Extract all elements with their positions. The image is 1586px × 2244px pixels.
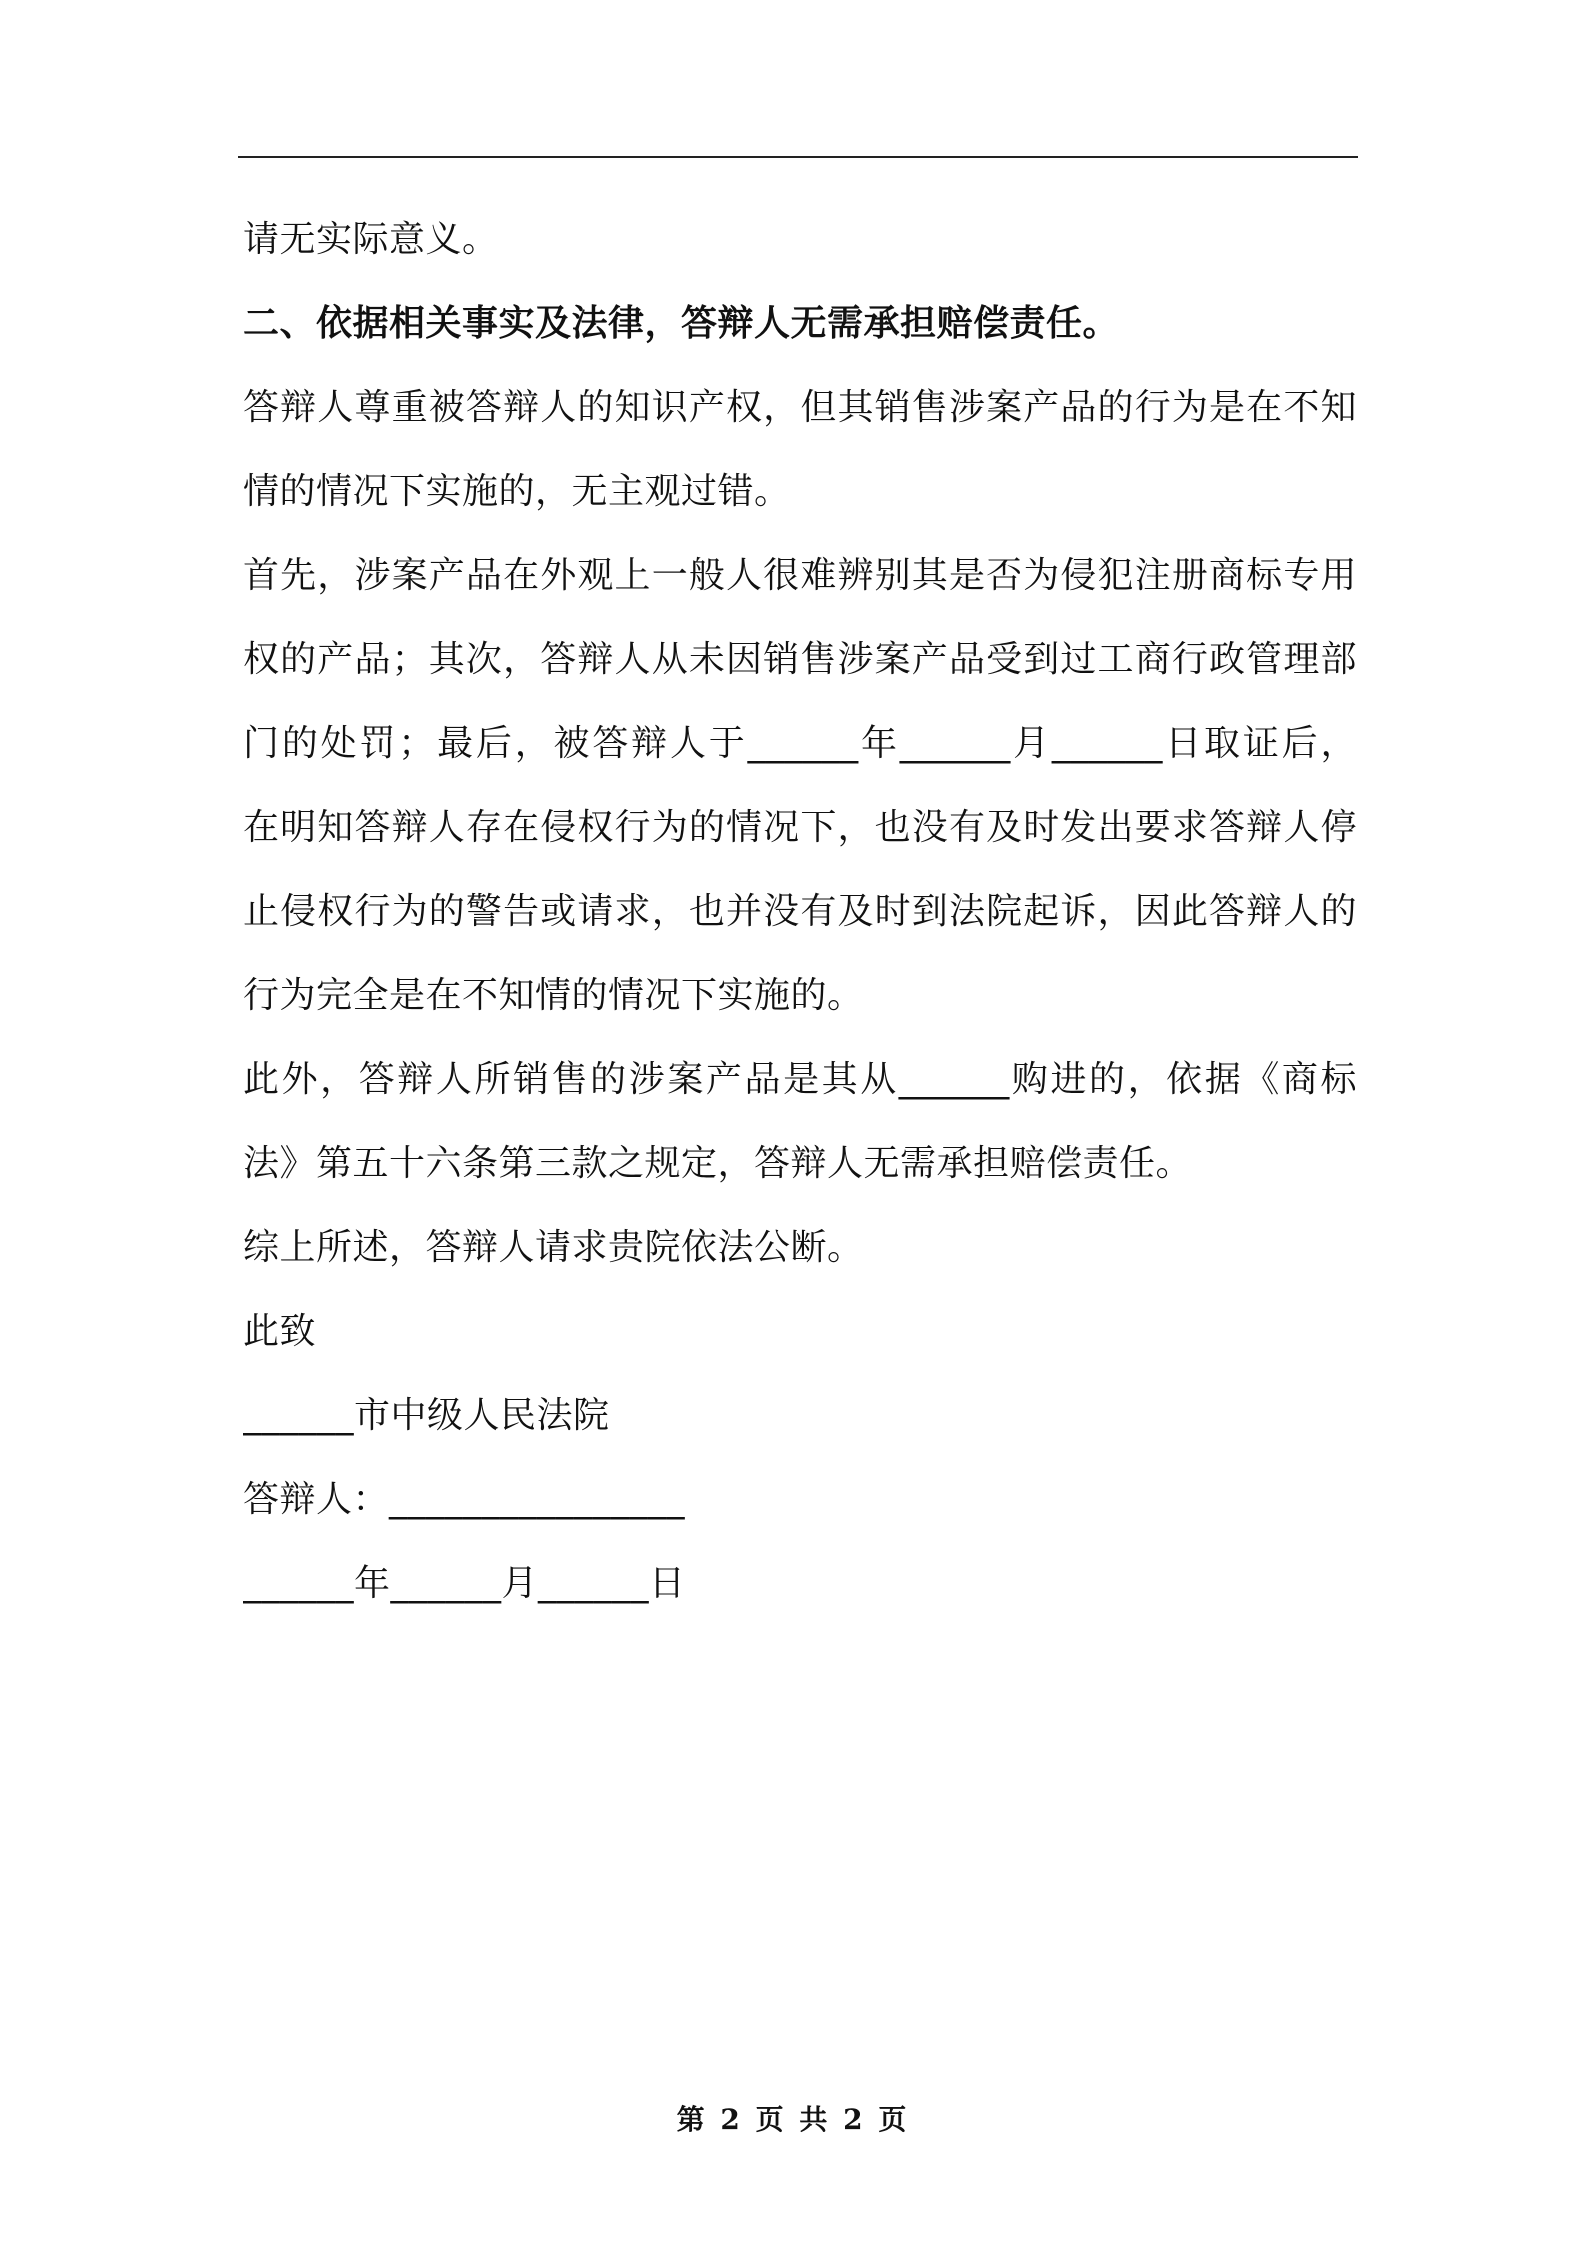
document-line: 情的情况下实施的，无主观过错。 xyxy=(243,471,791,512)
document-body xyxy=(243,198,1357,1626)
header-rule xyxy=(238,156,1358,158)
document-line: 权的产品；其次，答辩人从未因销售涉案产品受到过工商行政管理部 xyxy=(243,639,1357,680)
page-number-footer: 第 2 页 共 2 页 xyxy=(676,2103,910,2136)
document-line: 综上所述，答辩人请求贵院依法公断。 xyxy=(243,1227,864,1268)
document-line: 门的处罚；最后，被答辩人于______年______月______日取证后， xyxy=(243,723,1357,764)
document-line: 答辩人：________________ xyxy=(243,1479,686,1520)
document-line: 此外，答辩人所销售的涉案产品是其从______购进的，依据《商标 xyxy=(243,1059,1357,1100)
document-line: 答辩人尊重被答辩人的知识产权，但其销售涉案产品的行为是在不知 xyxy=(243,387,1357,428)
document-line: 首先，涉案产品在外观上一般人很难辨别其是否为侵犯注册商标专用 xyxy=(243,555,1357,596)
document-line: 行为完全是在不知情的情况下实施的。 xyxy=(243,975,864,1016)
document-line: ______市中级人民法院 xyxy=(243,1395,610,1436)
document-line: 此致 xyxy=(243,1311,317,1352)
document-line: ______年______月______日 xyxy=(243,1563,686,1604)
document-line: 请无实际意义。 xyxy=(243,219,499,260)
document-line: 二、依据相关事实及法律，答辩人无需承担赔偿责任。 xyxy=(243,303,1120,344)
document-line: 法》第五十六条第三款之规定，答辩人无需承担赔偿责任。 xyxy=(243,1143,1193,1184)
document-line: 在明知答辩人存在侵权行为的情况下，也没有及时发出要求答辩人停 xyxy=(243,807,1357,848)
document-line: 止侵权行为的警告或请求，也并没有及时到法院起诉，因此答辩人的 xyxy=(243,891,1357,932)
